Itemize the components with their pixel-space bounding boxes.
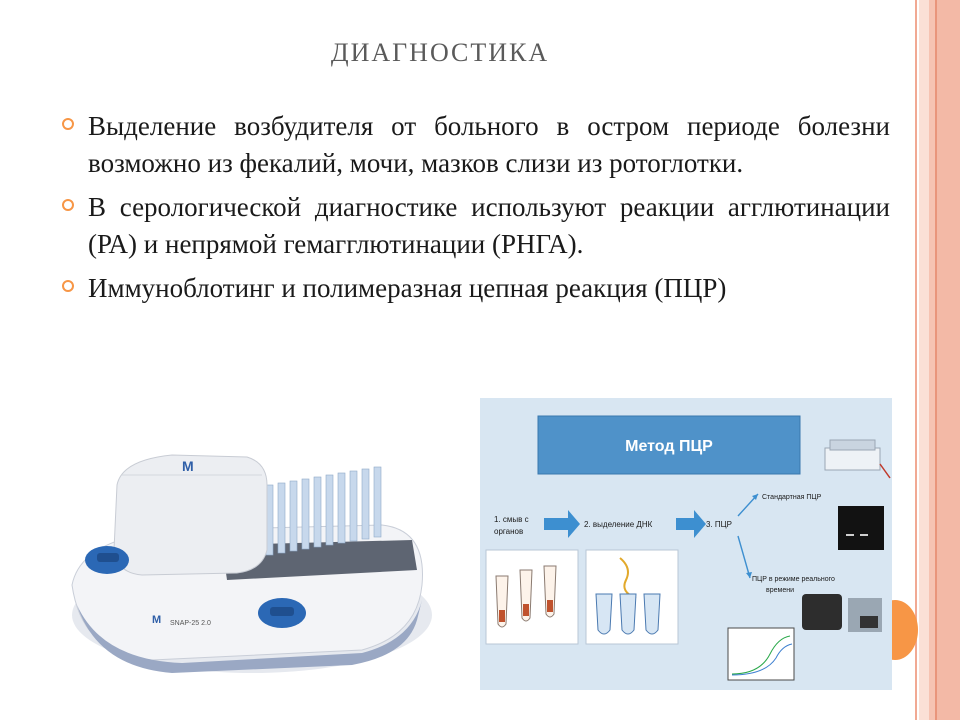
branch-label: Стандартная ПЦР xyxy=(762,494,822,501)
bullet-text: Выделение возбудителя от больного в остром периоде болезни возможно из фекалий, мочи, мазков слизи из ротоглотки. xyxy=(88,111,890,178)
bullet-icon xyxy=(62,118,74,130)
device-logo: M xyxy=(152,614,162,626)
branch-label: ПЦР в режиме реального xyxy=(752,576,835,583)
step-label: 3. ПЦР xyxy=(706,520,732,529)
bullet-item xyxy=(62,108,890,182)
decor-stripe xyxy=(919,0,929,720)
thermocycler-icon xyxy=(802,594,842,630)
bullet-item xyxy=(62,189,890,263)
bullet-icon xyxy=(62,280,74,292)
slide-title: ДИАГНОСТИКА xyxy=(330,38,550,67)
branch-label: времени xyxy=(766,587,794,594)
step-label: органов xyxy=(494,527,524,536)
bullet-text: В серологической диагностике используют реакции агглютинации (РА) и непрямой гемагглютинации (РНГА). xyxy=(88,192,890,259)
bullet-icon xyxy=(62,199,74,211)
bullet-item xyxy=(62,270,890,307)
device-label: SNAP-25 2.0 xyxy=(170,620,211,627)
diagram-header: Метод ПЦР xyxy=(625,438,713,455)
amplification-plot xyxy=(728,628,794,680)
device-photo xyxy=(62,435,432,680)
pcr-diagram xyxy=(480,398,892,690)
bullet-list xyxy=(62,108,890,314)
step-label: 2. выделение ДНК xyxy=(584,520,653,529)
gel-image xyxy=(838,506,884,550)
bullet-text: Иммуноблотинг и полимеразная цепная реакция (ПЦР) xyxy=(88,273,727,303)
step-label: 1. смыв с xyxy=(494,515,529,524)
device-logo: M xyxy=(182,458,194,474)
decor-stripe xyxy=(935,0,960,720)
